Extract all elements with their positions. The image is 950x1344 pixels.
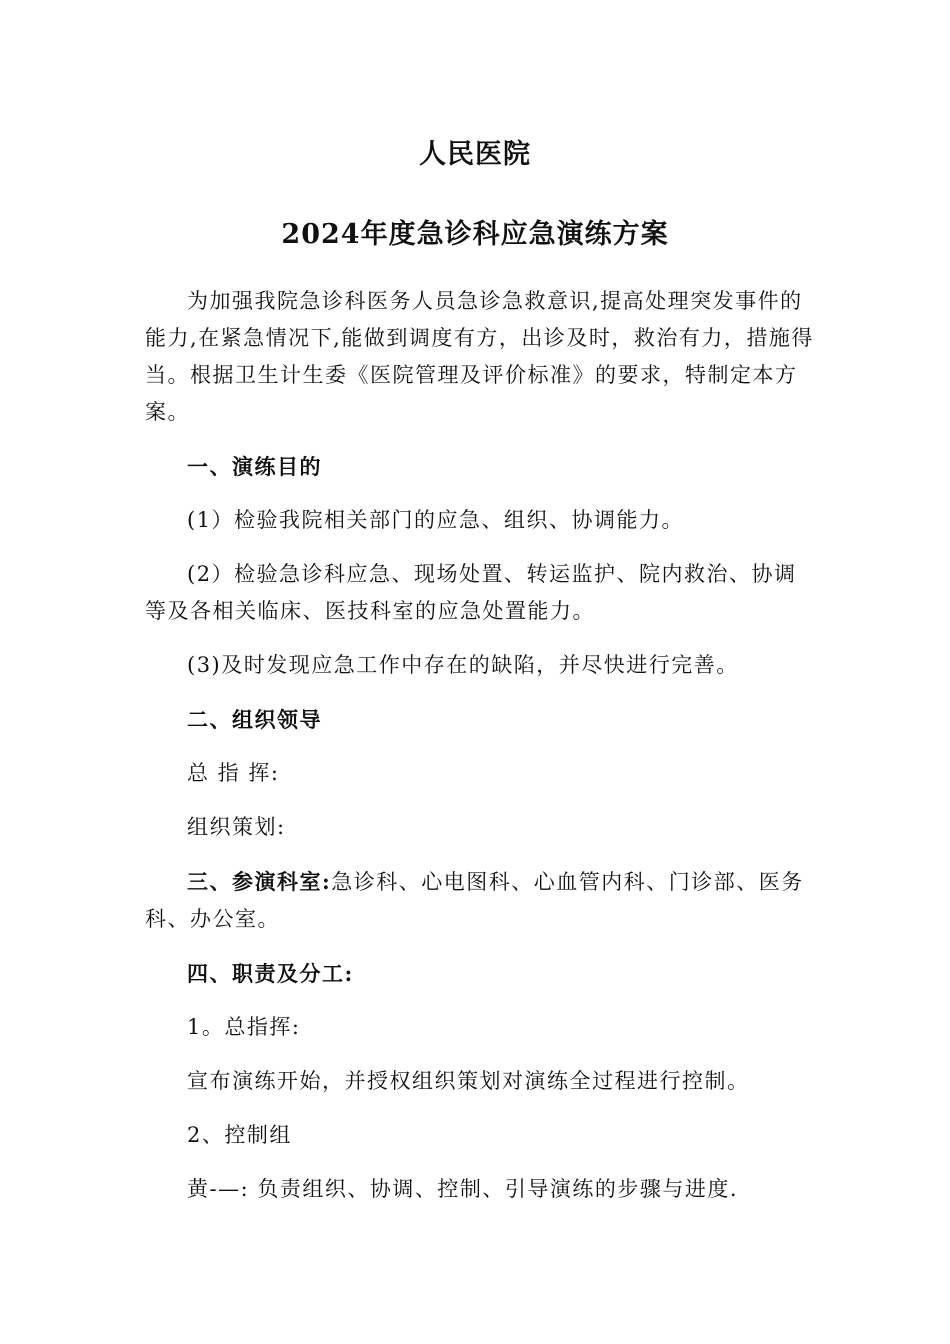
commander-line: 总 指 挥: bbox=[187, 761, 280, 785]
document-title: 人民医院 bbox=[419, 139, 531, 170]
departments-list: 急诊科、心电图科、心血管内科、门诊部、医务科、办公室。 bbox=[145, 870, 804, 931]
section-heading-duties: 四、职责及分工: bbox=[187, 961, 354, 986]
participating-departments bbox=[145, 863, 815, 938]
document-body bbox=[145, 283, 815, 1208]
duty-commander-body: 宣布演练开始，并授权组织策划对演练全过程进行控制。 bbox=[187, 1069, 750, 1093]
document-subtitle: 2024年度急诊科应急演练方案 bbox=[281, 219, 669, 250]
planner-line: 组织策划: bbox=[187, 815, 286, 839]
purpose-item-2: (2）检验急诊科应急、现场处置、转运监护、院内救治、协调等及各相关临床、医技科室的应急处置能力。 bbox=[145, 562, 797, 623]
section-heading-leadership: 二、组织领导 bbox=[187, 707, 322, 732]
section-heading-purpose: 一、演练目的 bbox=[187, 454, 322, 479]
duty-control-body: 黄-—: 负责组织、协调、控制、引导演练的步骤与进度. bbox=[187, 1177, 739, 1201]
purpose-item-1: (1）检验我院相关部门的应急、组织、协调能力。 bbox=[187, 508, 685, 532]
section-heading-departments: 三、参演科室: bbox=[187, 869, 332, 894]
purpose-item-3: (3)及时发现应急工作中存在的缺陷，并尽快进行完善。 bbox=[187, 653, 739, 677]
duty-control-title: 2、控制组 bbox=[187, 1123, 292, 1147]
intro-paragraph: 为加强我院急诊科医务人员急诊急救意识,提高处理突发事件的能力,在紧急情况下,能做到调度有方，出诊及时，救治有力，措施得当。根据卫生计生委《医院管理及评价标准》的要求，特制定本方案。 bbox=[145, 289, 814, 424]
duty-commander-title: 1。总指挥: bbox=[187, 1015, 301, 1039]
